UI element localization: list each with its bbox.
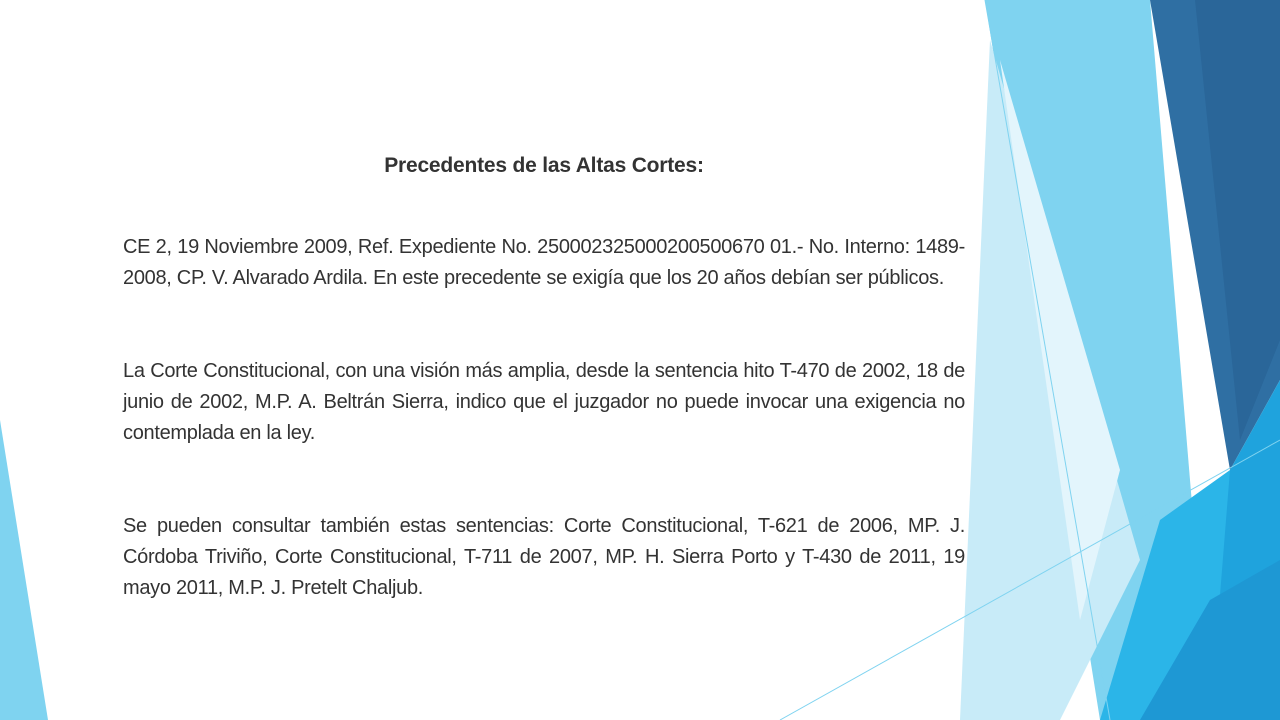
paragraph-otras-sentencias: Se pueden consultar también estas sentencias: Corte Constitucional, T-621 de 2006, MP. J. Córdoba Triviño, Corte Constitucional, T-711 de 2007, MP. H. Sierra Porto y T-430 de 2011, 19 mayo 2011, M.P. J. Pretelt Chaljub. [123, 515, 965, 599]
paragraph-consejo-estado: CE 2, 19 Noviembre 2009, Ref. Expediente No. 250002325000200500670 01.- No. Interno: 1489-2008, CP. V. Alvarado Ardila. En este precedente se exigía que los 20 años debían ser públicos. [123, 236, 965, 289]
slide-content [123, 150, 965, 666]
slide-title: Precedentes de las Altas Cortes: [384, 154, 704, 177]
paragraph-corte-constitucional: La Corte Constitucional, con una visión más amplia, desde la sentencia hito T-470 de 2002, 18 de junio de 2002, M.P. A. Beltrán Sierra, indico que el juzgador no puede invocar una exigencia no contemplada en la ley. [123, 360, 965, 444]
left-accent-shape [0, 420, 48, 720]
